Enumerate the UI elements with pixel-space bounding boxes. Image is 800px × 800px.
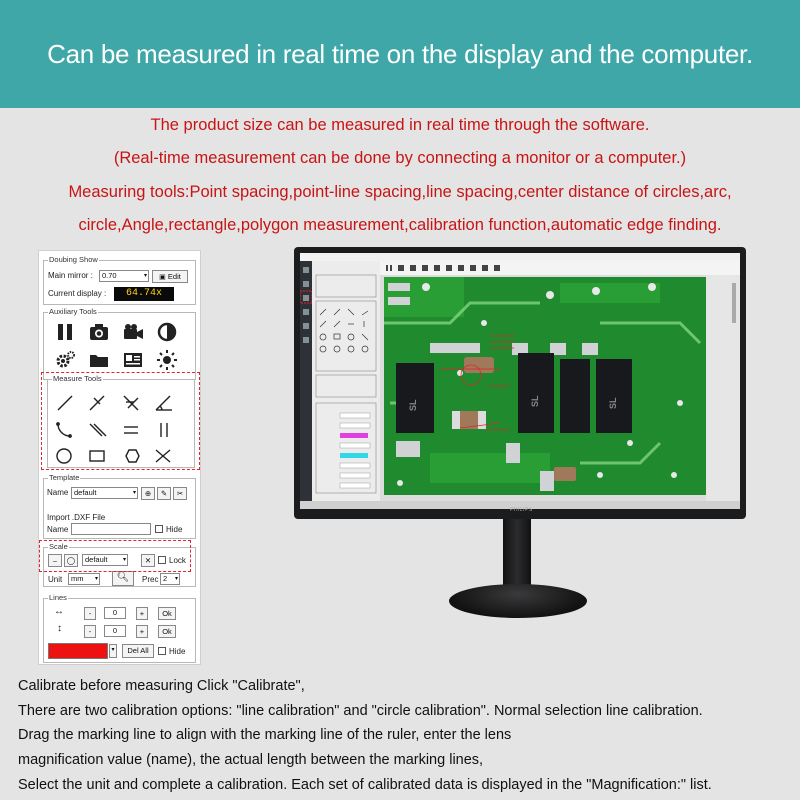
bottom-line-4: magnification value (name), the actual length between the marking lines, [18, 752, 484, 768]
title-banner [0, 0, 800, 108]
prec-value: 2 [163, 574, 168, 583]
main-mirror-label: Main mirror : [48, 271, 93, 280]
dxf-hide-checkbox[interactable] [155, 525, 163, 533]
template-title: Template [49, 473, 80, 482]
edit-label: Edit [167, 272, 181, 281]
add-template-icon: ⊕ [144, 489, 152, 498]
intro-line-4: circle,Angle,rectangle,polygon measurement,calibration function,automatic edge finding. [78, 216, 722, 234]
scale-highlight [39, 540, 191, 572]
circle-calibration-icon: ◯ [66, 556, 76, 565]
scale-value: default [85, 555, 108, 564]
lines-group [43, 593, 196, 663]
horizontal-arrow-icon: ↔ [54, 606, 64, 617]
monitor-brand: PHILIPS [510, 507, 533, 513]
prec-label: Prec [142, 575, 159, 584]
dxf-name-input[interactable] [71, 523, 151, 535]
edit-icon: ▣ [159, 274, 166, 281]
zoom-button[interactable] [112, 571, 134, 586]
camera-icon[interactable] [88, 321, 110, 343]
auxiliary-title: Auxiliary Tools [49, 307, 97, 316]
scissors-icon: ✂ [176, 489, 184, 498]
bottom-line-2: There are two calibration options: "line calibration" and "circle calibration". Normal selection line calibration. [18, 703, 703, 719]
scale-title: Scale [49, 542, 68, 551]
search-icon: 🔍︎ [116, 572, 130, 583]
monitor-screen [300, 253, 740, 509]
template-edit-button[interactable] [157, 487, 171, 500]
chevron-down-icon: ▾ [122, 557, 126, 563]
current-display-value: 64.74x [114, 287, 174, 301]
brightness-icon[interactable] [156, 349, 178, 371]
template-add-button[interactable] [141, 487, 155, 500]
del-all-button[interactable]: Del All [122, 644, 154, 658]
measure-title: Measure Tools [53, 374, 102, 383]
dxf-name-label: Name [47, 525, 69, 534]
template-delete-button[interactable] [173, 487, 187, 500]
chevron-down-icon: ▾ [143, 273, 147, 279]
bottom-line-3: Drag the marking line to align with the marking line of the ruler, enter the lens [18, 727, 512, 743]
unit-value: mm [71, 574, 84, 583]
unit-select[interactable] [68, 573, 100, 585]
template-group [43, 473, 196, 539]
software-screenshot [300, 253, 740, 509]
svg-text:L=2.0137mm: L=2.0137mm [486, 427, 510, 432]
lines-title: Lines [49, 593, 67, 602]
v-ok-button[interactable]: Ok [158, 625, 176, 638]
monitor-stand-base [449, 584, 587, 618]
contrast-icon[interactable] [156, 321, 178, 343]
h-plus-button[interactable]: + [136, 607, 148, 620]
edit-button[interactable] [152, 270, 188, 283]
bottom-line-1: Calibrate before measuring Click "Calibrate", [18, 678, 305, 694]
lines-hide-label: Hide [169, 647, 186, 656]
chevron-down-icon: ▾ [111, 647, 115, 653]
doubling-group [43, 255, 196, 305]
template-name-value: default [74, 488, 97, 497]
template-name-label: Name [47, 488, 69, 497]
intro-line-2: (Real-time measurement can be done by connecting a monitor or a computer.) [113, 149, 687, 167]
bottom-line-5: Select the unit and complete a calibration. Each set of calibrated data is displayed in the "Magnification:" list. [18, 777, 712, 793]
ruler-icon: ⎯ [53, 556, 57, 565]
chevron-down-icon: ▾ [174, 576, 178, 582]
v-minus-button[interactable]: - [84, 625, 96, 638]
monitor-stand-neck [503, 519, 531, 589]
edit-template-icon: ✎ [160, 489, 168, 498]
svg-text:L=2.0381mm: L=2.0381mm [486, 383, 510, 388]
svg-text:S=0.9876mm: S=0.9876mm [490, 345, 514, 350]
svg-text:SL: SL [408, 399, 418, 411]
chevron-down-icon: ▾ [94, 576, 98, 582]
v-plus-button[interactable]: + [136, 625, 148, 638]
doubling-title: Doubing Show [49, 255, 98, 264]
svg-text:SL: SL [530, 395, 540, 407]
color-dropdown[interactable] [109, 644, 117, 658]
video-camera-icon[interactable] [122, 321, 144, 343]
dxf-hide-label: Hide [166, 525, 183, 534]
auxiliary-tools-group [43, 307, 196, 380]
banner-title: Can be measured in real time on the display and the computer. [47, 38, 753, 69]
chevron-down-icon: ▾ [132, 490, 136, 496]
h-ok-button[interactable]: Ok [158, 607, 176, 620]
close-icon: ✕ [144, 556, 152, 565]
lock-label: Lock [169, 556, 186, 565]
line-color-swatch[interactable] [48, 643, 108, 659]
folder-icon[interactable] [88, 349, 110, 371]
h-minus-button[interactable]: - [84, 607, 96, 620]
svg-text:SL: SL [608, 397, 618, 409]
svg-text:D=0.2622mm: D=0.2622mm [490, 333, 515, 338]
intro-line-1: The product size can be measured in real time through the software. [150, 116, 650, 134]
pause-icon[interactable] [54, 321, 76, 343]
h-value-input[interactable]: 0 [104, 607, 126, 619]
import-dxf-label: Import .DXF File [47, 513, 106, 522]
image-info-icon[interactable] [122, 349, 144, 371]
lines-hide-checkbox[interactable] [158, 647, 166, 655]
vertical-arrow-icon: ↕ [57, 623, 62, 634]
unit-label: Unit [48, 575, 63, 584]
template-name-select[interactable] [71, 487, 138, 499]
main-mirror-value: 0.70 [102, 271, 117, 280]
current-display-label: Current display : [48, 289, 107, 298]
v-value-input[interactable]: 0 [104, 625, 126, 637]
measure-tools-highlight [41, 372, 200, 470]
main-mirror-select[interactable] [99, 270, 149, 282]
settings-icon[interactable] [54, 349, 76, 371]
intro-line-3: Measuring tools:Point spacing,point-line spacing,line spacing,center distance of circles,arc, [68, 183, 732, 201]
prec-select[interactable] [160, 573, 180, 585]
svg-text:L=0.7394mm: L=0.7394mm [490, 339, 514, 344]
